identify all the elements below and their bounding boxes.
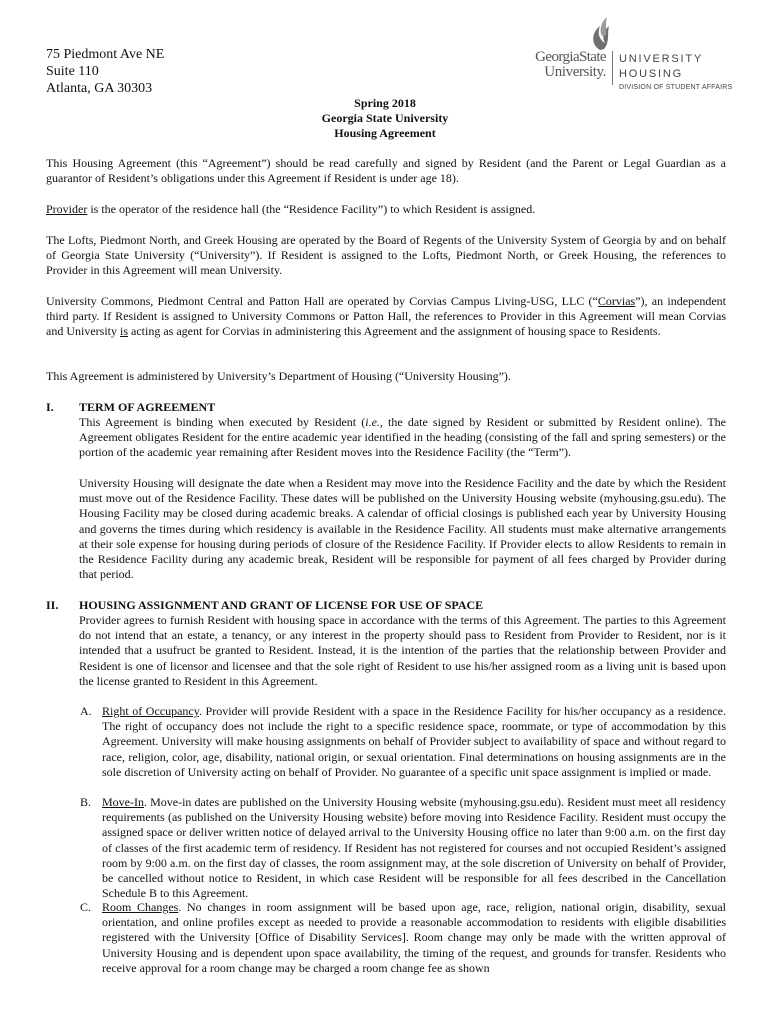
section-2-numeral: II. <box>46 598 59 612</box>
p4-part-b: ”), an independent third party. If Resident is assigned to University Commons or Patton Hall, the references to Provider in this Agreement will mean Corvias and University <box>46 294 726 339</box>
item-b-move-in <box>102 795 726 901</box>
provider-definition: is the operator of the residence hall (the “Residence Facility”) to which Resident is assigned. <box>87 202 536 216</box>
address-line-3: Atlanta, GA 30303 <box>46 81 153 96</box>
item-a-body: . Provider will provide Resident with a space in the Residence Facility for his/her occupancy as a residence. The right of occupancy does not include the right to a specific residence space, roommate, or type of accommodation by this Agreement. University will make housing assignments on behalf of Provider subject to availability of space and without regard to race, religion, color, age, disability, national origin, or sexual orientation. Final determinations on housing assignments are in the sole discretion of University acting on behalf of Provider. No guarantee of a specific unit space assignment is implied or made. <box>102 704 726 779</box>
s1-p1-part-b: the date signed by Resident or submitted by Resident online). The Agreement obligates Resident for the entire academic year identified in the heading (consisting of the fall and spring semesters) or the portion of the academic year remaining after Resident moves into the Residence Facility (the “Term”). <box>79 415 726 460</box>
intro-paragraph-2 <box>46 202 726 217</box>
ie-abbrev: i.e., <box>365 415 383 429</box>
s1-p1-part-a: This Agreement is binding when executed by Resident ( <box>79 415 366 429</box>
logo-name-line-2: University. <box>544 64 606 80</box>
agreement-term: Spring 2018 <box>354 96 416 110</box>
item-b-title: Move-In <box>102 795 144 809</box>
logo-unit-line-2: HOUSING <box>619 68 683 80</box>
section-2-heading: HOUSING ASSIGNMENT AND GRANT OF LICENSE FOR USE OF SPACE <box>79 598 484 612</box>
address-line-2: Suite 110 <box>46 64 99 79</box>
section-1-paragraph-1 <box>79 415 726 461</box>
corvias-term: Corvias <box>597 294 636 308</box>
item-b-letter: B. <box>80 795 92 809</box>
section-1-paragraph-2: University Housing will designate the date when a Resident may move into the Residence Facility and the date by which the Resident must move out of the Residence Facility. These dates will be published on the University Housing website (myhousing.gsu.edu). The Housing Facility may be closed during academic breaks. A calendar of official closings is published each year by University Housing and governs the times during which residency is available in the Residence Facility. All students must make alternative arrangements at their sole expense for housing during periods of closure of the Residence Facility. If Provider elects to allow Residents to remain in the Residence Facility during any academic break, Resident will be responsible for payment of all fees charged by Provider during that period. <box>79 476 726 582</box>
p4-part-a: University Commons, Piedmont Central and Patton Hall are operated by Corvias Campus Living-USG, LLC (“ <box>46 294 598 308</box>
gsu-housing-logo <box>520 16 735 96</box>
item-c-title: Room Changes <box>102 900 179 914</box>
intro-paragraph-1: This Housing Agreement (this “Agreement”) should be read carefully and signed by Resident (and the Parent or Legal Guardian as a guarantor of Resident’s obligations under this Agreement if Resident is under age 18). <box>46 156 726 186</box>
address-line-1: 75 Piedmont Ave NE <box>46 47 165 62</box>
item-b-body: . Move-in dates are published on the University Housing website (myhousing.gsu.edu). Resident must meet all residency requirements (as published on the University Housing website) before moving into Residence Facility. Resident must occupy the assigned space or deliver written notice of delayed arrival to the University Housing office no later than 9:00 a.m. on the first day of classes of the first academic term of residency. If Resident has not registered for courses and not occupied Resident’s assigned room by 9:00 a.m. on the first day of classes, the room assignment may, at the sole discretion of University on behalf of Provider, be cancelled without notice to Resident, in which case Resident will be responsible for all fees described in the Cancellation Schedule B to this Agreement. <box>102 795 726 901</box>
logo-division: DIVISION OF STUDENT AFFAIRS <box>619 84 733 91</box>
logo-name-line-1: GeorgiaState <box>535 49 606 65</box>
p4-part-c: acting as agent for Corvias in administering this Agreement and the assignment of housing space to Residents. <box>128 324 661 339</box>
provider-term: Provider <box>46 202 88 216</box>
section-1-heading: TERM OF AGREEMENT <box>79 400 216 414</box>
item-c-body: . No changes in room assignment will be based upon age, race, religion, national origin, disability, sexual orientation, and online profiles except as needed to provide a reasonable accommodation to residents with eligible disabilities registered with the University [Office of Disability Services]. Room change may only be made with the written approval of University Housing and is dependent upon space availability, the timing of the request, and grounds for transfer. Residents who receive approval for a room change may be charged a room change fee as shown <box>102 900 726 975</box>
university-name: Georgia State University <box>321 111 449 125</box>
document-title: Housing Agreement <box>334 126 436 140</box>
item-a-letter: A. <box>80 704 92 718</box>
item-a-title: Right of Occupancy <box>102 704 199 718</box>
flame-icon <box>586 16 616 52</box>
intro-paragraph-5: This Agreement is administered by University’s Department of Housing (“University Housing”). <box>46 369 511 383</box>
intro-paragraph-4 <box>46 294 726 340</box>
item-c-letter: C. <box>80 900 92 914</box>
logo-divider <box>612 51 613 85</box>
intro-paragraph-3: The Lofts, Piedmont North, and Greek Housing are operated by the Board of Regents of the University System of Georgia by and on behalf of Georgia State University (“University”). If Resident is assigned to the Lofts, Piedmont North, or Greek Housing, the references to Provider in this Agreement will mean University. <box>46 233 726 278</box>
mailing-address <box>46 46 164 97</box>
item-c-room-changes <box>102 900 726 976</box>
logo-unit-line-1: UNIVERSITY <box>619 53 704 65</box>
section-2-paragraph-1: Provider agrees to furnish Resident with housing space in accordance with the terms of this Agreement. The parties to this Agreement do not intend that an estate, a tenancy, or any interest in the property should pass to Resident from Provider to Resident, nor is it intended that a usufruct be granted to Resident. Instead, it is the intention of the parties that the relationship between Provider and Resident is one of licensor and licensee and that the sole right of Resident to use his/her assigned room as a living unit is based upon the license granted to Resident in this Agreement. <box>79 613 726 688</box>
is-emphasis: is <box>120 324 129 339</box>
section-1-numeral: I. <box>46 400 54 414</box>
item-a-right-of-occupancy <box>102 704 726 780</box>
